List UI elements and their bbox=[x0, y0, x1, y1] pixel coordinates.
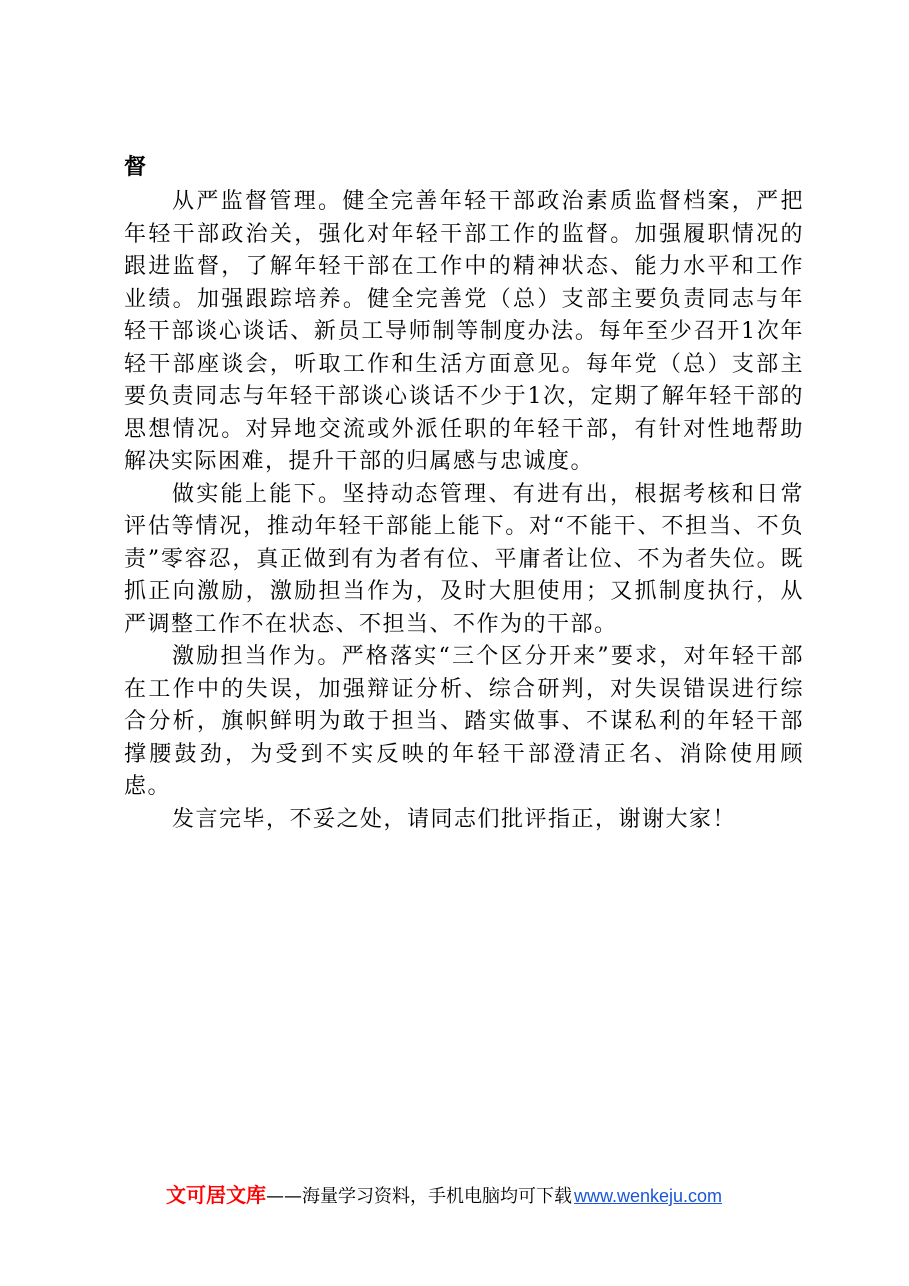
paragraph-supervision: 从严监督管理。健全完善年轻干部政治素质监督档案，严把年轻干部政治关，强化对年轻干部工作的监督。加强履职情况的跟进监督，了解年轻干部在工作中的精神状态、能力水平和工作业绩。加强跟踪培养。健全完善党（总）支部主要负责同志与年轻干部谈心谈话、新员工导师制等制度办法。每年至少召开1次年轻干部座谈会，听取工作和生活方面意见。每年党（总）支部主要负责同志与年轻干部谈心谈话不少于1次，定期了解年轻干部的思想情况。对异地交流或外派任职的年轻干部，有针对性地帮助解决实际困难，提升干部的归属感与忠诚度。 bbox=[124, 189, 804, 474]
document-body bbox=[124, 150, 804, 836]
footer-tagline: ——海量学习资料，手机电脑均可下载 bbox=[266, 1186, 572, 1207]
paragraph-encourage-responsibility: 激励担当作为。严格落实“三个区分开来”要求，对年轻干部在工作中的失误，加强辩证分析、综合研判，对失误错误进行综合分析，旗帜鲜明为敢于担当、踏实做事、不谋私利的年轻干部撑腰鼓劲，为受到不实反映的年轻干部澄清正名、消除使用顾虑。 bbox=[124, 644, 804, 799]
paragraph-promotion-demotion: 做实能上能下。坚持动态管理、有进有出，根据考核和日常评估等情况，推动年轻干部能上能下。对“不能干、不担当、不负责”零容忍，真正做到有为者有位、平庸者让位、不为者失位。既抓正向激励，激励担当作为，及时大胆使用；又抓制度执行，从严调整工作不在状态、不担当、不作为的干部。 bbox=[124, 481, 804, 637]
brand-name: 文可居文库 bbox=[166, 1183, 266, 1207]
footer-watermark bbox=[166, 1181, 722, 1209]
paragraph-closing: 发言完毕，不妥之处，请同志们批评指正，谢谢大家！ bbox=[172, 806, 737, 832]
website-link[interactable]: www.wenkeju.com bbox=[574, 1186, 723, 1206]
section-heading-fragment: 督 bbox=[124, 155, 147, 180]
